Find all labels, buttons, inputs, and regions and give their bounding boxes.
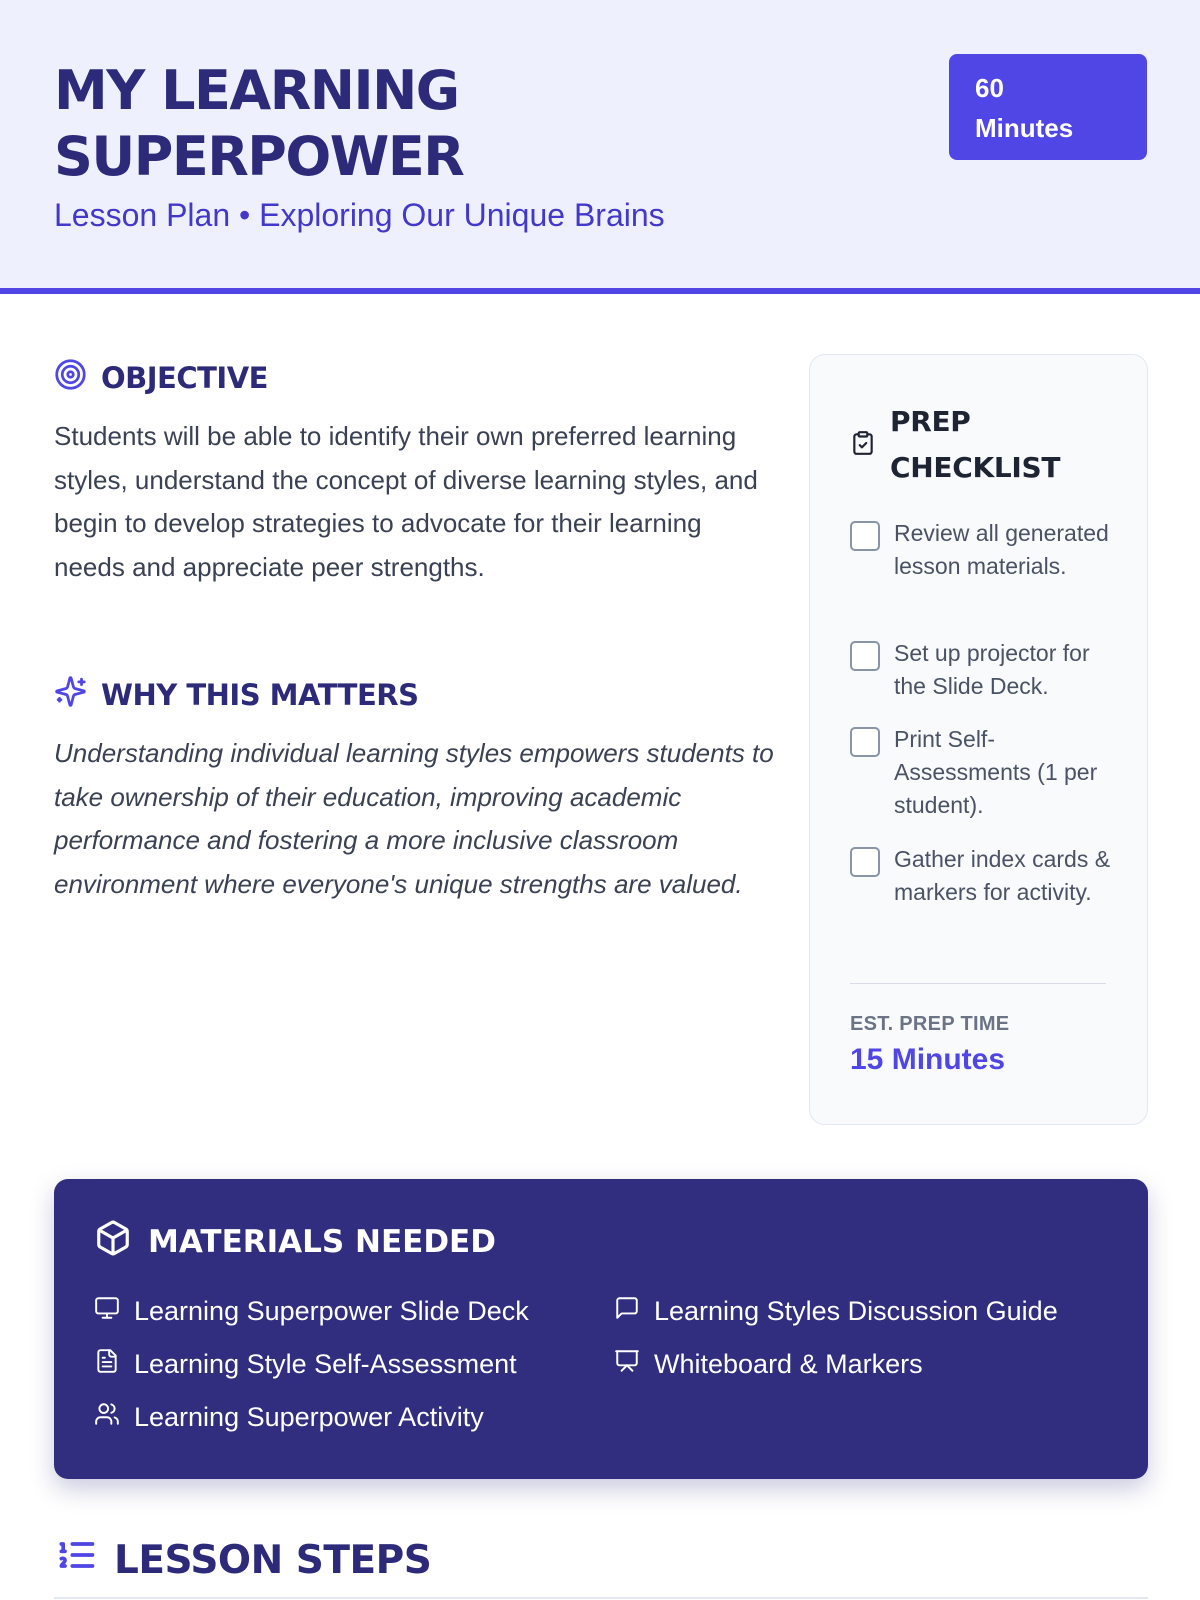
material-item-label: Learning Style Self-Assessment xyxy=(134,1349,517,1379)
checkbox[interactable] xyxy=(850,847,880,877)
why-heading xyxy=(54,675,419,715)
prep-time-value: 15 Minutes xyxy=(850,1043,1006,1076)
prep-title-line-1: PREP xyxy=(890,405,971,438)
users-icon xyxy=(94,1401,120,1434)
file-text-icon xyxy=(94,1348,120,1381)
checklist-item[interactable] xyxy=(850,517,1120,583)
presentation-icon xyxy=(614,1348,640,1381)
prep-divider xyxy=(850,983,1106,984)
checklist-item[interactable] xyxy=(850,723,1120,822)
checklist-item[interactable] xyxy=(850,843,1120,909)
sparkles-icon xyxy=(54,675,87,715)
box-icon xyxy=(94,1219,132,1265)
checklist-item-label: Review all generated lesson materials. xyxy=(894,520,1109,579)
prep-checklist-title xyxy=(850,399,1060,491)
material-item xyxy=(94,1295,529,1328)
checkbox[interactable] xyxy=(850,727,880,757)
checklist-item-label: Set up projector for the Slide Deck. xyxy=(894,640,1090,699)
objective-text: Students will be able to identify their own preferred learning styles, understand the concept of diverse learning styles, and begin to develop strategies to advocate for their learning needs and appreciate peer strengths. xyxy=(54,421,758,582)
duration-badge xyxy=(949,54,1147,160)
monitor-icon xyxy=(94,1295,120,1328)
checklist-item-label: Print Self-Assessments (1 per student). xyxy=(894,726,1098,818)
duration-number: 60 xyxy=(975,73,1004,103)
message-square-icon xyxy=(614,1295,640,1328)
why-text: Understanding individual learning styles empowers students to take ownership of their education, improving academic performance and fostering a more inclusive classroom environment where everyone's unique strengths are valued. xyxy=(54,738,774,899)
checkbox[interactable] xyxy=(850,521,880,551)
title-line-2: SUPERPOWER xyxy=(54,125,464,188)
objective-heading xyxy=(54,358,268,398)
page-subtitle: Lesson Plan • Exploring Our Unique Brains xyxy=(54,197,665,233)
material-item-label: Whiteboard & Markers xyxy=(654,1349,923,1379)
objective-heading-text: OBJECTIVE xyxy=(101,361,268,395)
duration-unit: Minutes xyxy=(975,113,1074,143)
material-item xyxy=(94,1348,517,1381)
lesson-steps-heading xyxy=(54,1533,431,1587)
prep-title-line-2: CHECKLIST xyxy=(890,451,1061,484)
title-line-1: MY LEARNING xyxy=(54,59,459,122)
prep-time-label: EST. PREP TIME xyxy=(850,1013,1010,1035)
material-item-label: Learning Styles Discussion Guide xyxy=(654,1296,1058,1326)
checklist-item-label: Gather index cards & markers for activity. xyxy=(894,846,1111,905)
materials-box xyxy=(54,1179,1148,1479)
why-heading-text: WHY THIS MATTERS xyxy=(101,678,419,712)
prep-checklist-title-text xyxy=(890,399,1060,491)
page-title xyxy=(54,58,754,190)
target-icon xyxy=(54,358,87,398)
clipboard-check-icon xyxy=(850,430,876,461)
materials-heading xyxy=(94,1219,496,1265)
prep-checklist-card xyxy=(809,354,1148,1125)
lesson-steps-divider xyxy=(54,1597,1148,1599)
material-item-label: Learning Superpower Slide Deck xyxy=(134,1296,529,1326)
list-ordered-icon xyxy=(54,1533,98,1587)
checklist-item[interactable] xyxy=(850,637,1120,703)
material-item xyxy=(614,1348,923,1381)
checkbox[interactable] xyxy=(850,641,880,671)
material-item xyxy=(614,1295,1058,1328)
lesson-steps-heading-text: LESSON STEPS xyxy=(114,1537,432,1583)
material-item xyxy=(94,1401,484,1434)
page-header xyxy=(0,0,1200,294)
materials-heading-text: MATERIALS NEEDED xyxy=(148,1224,496,1260)
material-item-label: Learning Superpower Activity xyxy=(134,1402,484,1432)
